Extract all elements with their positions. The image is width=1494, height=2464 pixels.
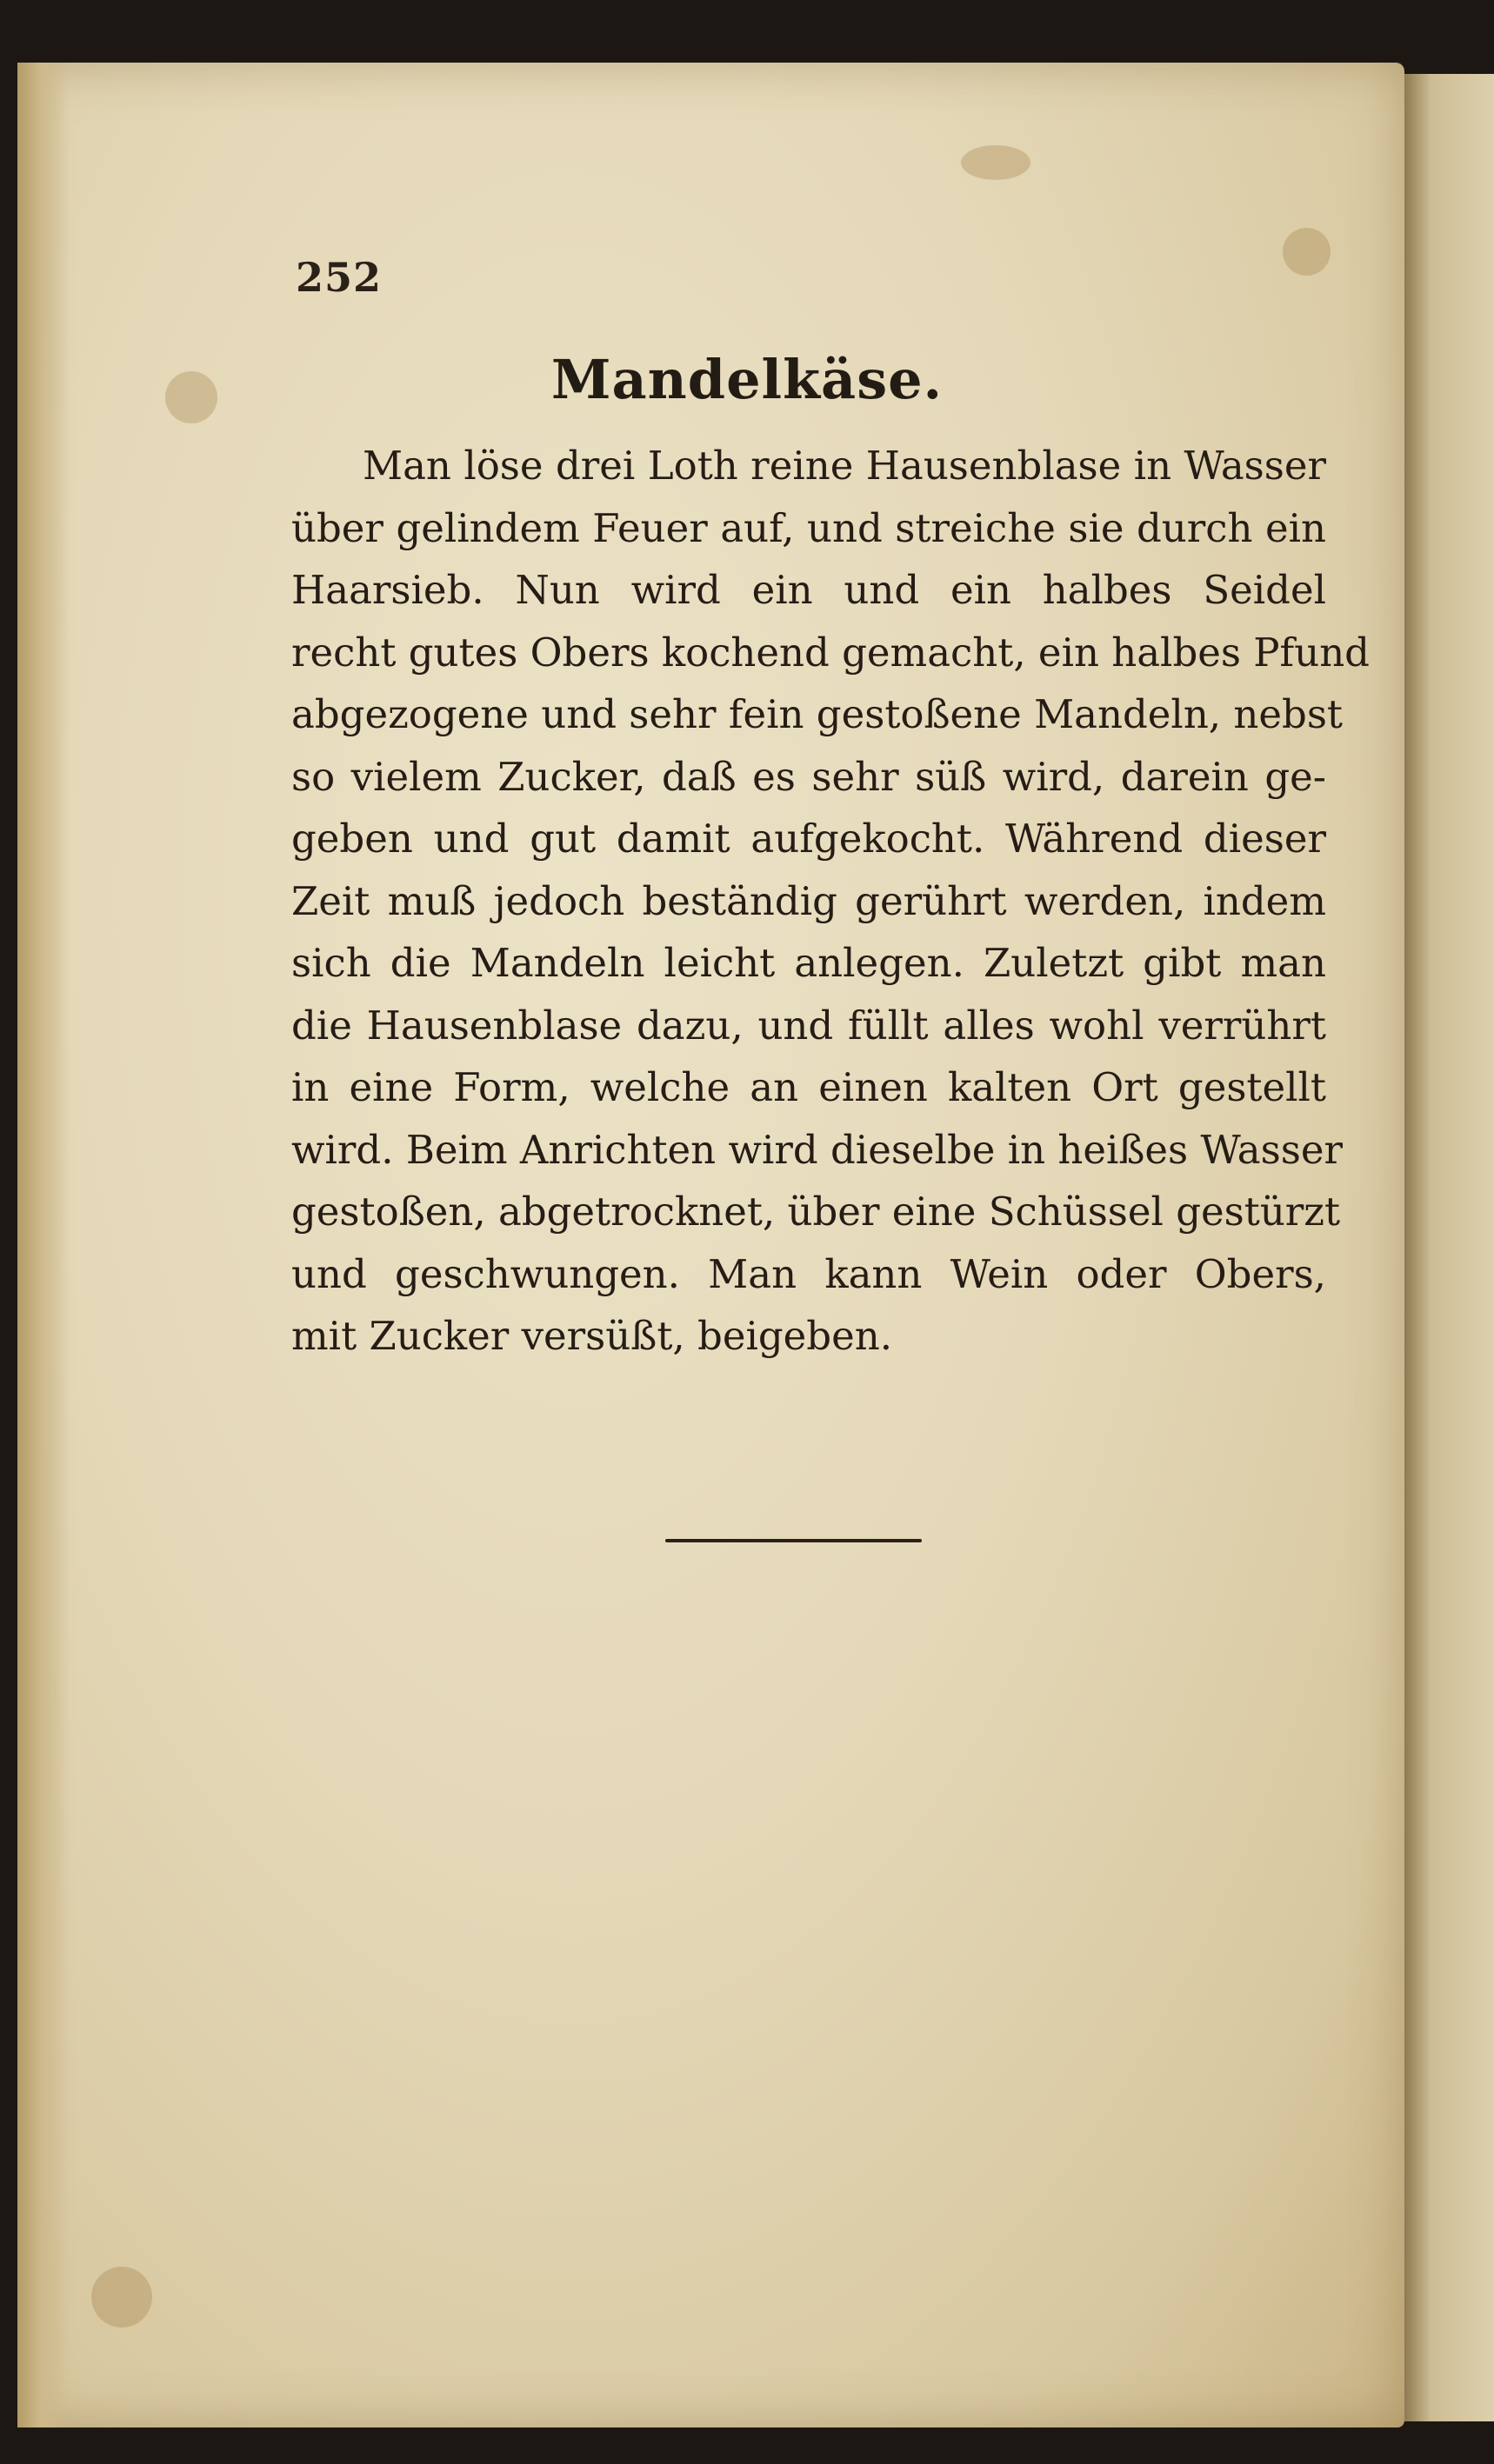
text-line: Man löse drei Loth reine Hausenblase in Wasser: [363, 443, 1326, 489]
page-gutter: [17, 63, 70, 2427]
body-paragraph: [291, 435, 1370, 1368]
page-number: 252: [296, 254, 383, 301]
text-line: Haarsieb. Nun wird ein und ein halbes Seidel: [291, 567, 1326, 613]
text-line: und geschwungen. Man kann Wein oder Obers,: [291, 1250, 1326, 1297]
section-divider: [665, 1539, 922, 1542]
foxing-stain: [1283, 228, 1331, 276]
text-line: so vielem Zucker, daß es sehr süß wird, darein ge-: [291, 753, 1326, 800]
text-line: gestoßen, abgetrocknet, über eine Schüssel gestürzt: [291, 1189, 1341, 1235]
text-line: recht gutes Obers kochend gemacht, ein halbes Pfund: [291, 629, 1370, 676]
text-line: in eine Form, welche an einen kalten Ort gestellt: [291, 1064, 1326, 1110]
text-line: über gelindem Feuer auf, und streiche sie durch ein: [291, 504, 1326, 551]
foxing-stain: [91, 2267, 152, 2327]
next-page-edge: [1404, 74, 1494, 2421]
text-line: abgezogene und sehr fein gestoßene Mandeln, nebst: [291, 691, 1344, 737]
text-line: Zeit muß jedoch beständig gerührt werden, indem: [291, 877, 1326, 924]
text-line: geben und gut damit aufgekocht. Während dieser: [291, 816, 1326, 862]
text-line: sich die Mandeln leicht anlegen. Zuletzt gibt man: [291, 940, 1326, 986]
text-line: wird. Beim Anrichten wird dieselbe in heißes Wasser: [291, 1126, 1343, 1173]
foxing-stain: [961, 145, 1030, 180]
page-title: Mandelkäse.: [550, 348, 944, 411]
text-line: die Hausenblase dazu, und füllt alles wohl verrührt: [291, 1002, 1326, 1049]
text-line: mit Zucker versüßt, beigeben.: [291, 1313, 892, 1359]
